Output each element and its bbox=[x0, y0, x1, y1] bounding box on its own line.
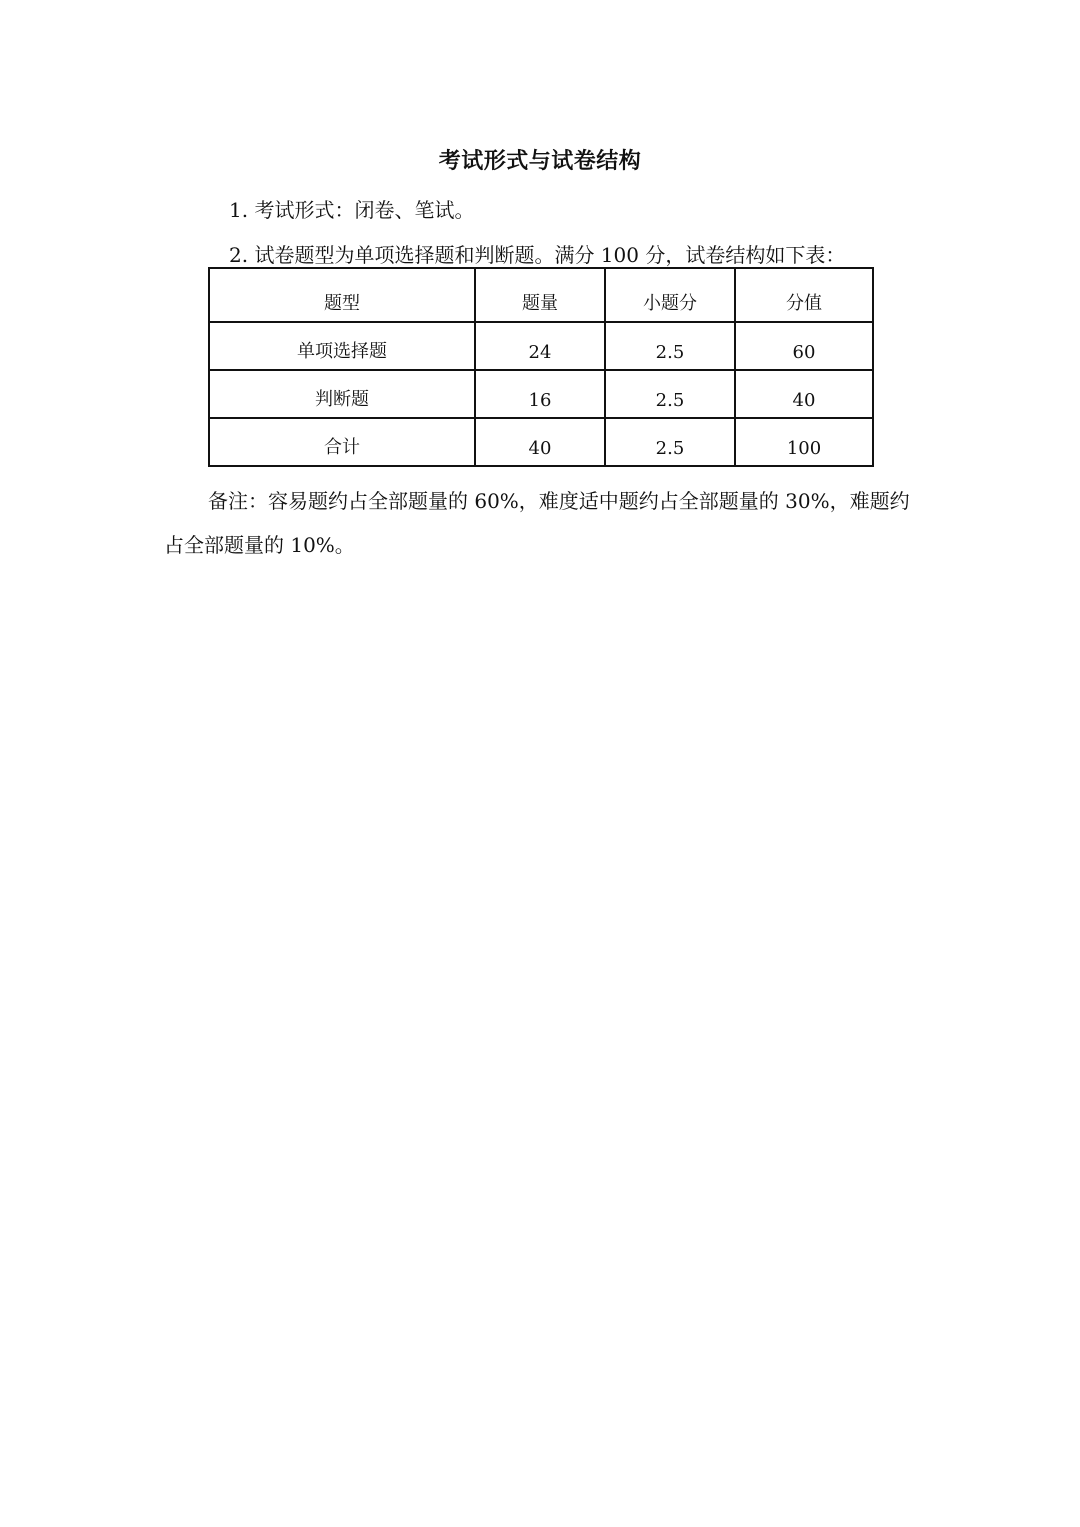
table-cell: 40 bbox=[735, 370, 873, 418]
exam-structure-paragraph: 2. 试卷题型为单项选择题和判断题。满分 100 分，试卷结构如下表： bbox=[229, 243, 846, 267]
table-cell: 100 bbox=[735, 418, 873, 466]
table-row bbox=[209, 322, 873, 370]
table-cell: 16 bbox=[475, 370, 605, 418]
exam-format-paragraph: 1. 考试形式：闭卷、笔试。 bbox=[229, 198, 475, 222]
header-cell-total-score: 分值 bbox=[735, 268, 873, 322]
note-paragraph: 备注：容易题约占全部题量的 60%，难度适中题约占全部题量的 30%，难题约占全部题量的 10%。 bbox=[164, 489, 910, 557]
header-cell-item-score: 小题分 bbox=[605, 268, 735, 322]
table-cell: 2.5 bbox=[605, 370, 735, 418]
table-cell: 判断题 bbox=[209, 370, 475, 418]
header-cell-count: 题量 bbox=[475, 268, 605, 322]
document-title: 考试形式与试卷结构 bbox=[438, 149, 642, 174]
table-cell: 2.5 bbox=[605, 418, 735, 466]
exam-structure-table bbox=[208, 267, 874, 467]
table-row bbox=[209, 370, 873, 418]
table-cell: 2.5 bbox=[605, 322, 735, 370]
table-cell: 合计 bbox=[209, 418, 475, 466]
table-row bbox=[209, 418, 873, 466]
header-cell-type: 题型 bbox=[209, 268, 475, 322]
table-cell: 单项选择题 bbox=[209, 322, 475, 370]
table-header-row bbox=[209, 268, 873, 322]
table-cell: 40 bbox=[475, 418, 605, 466]
table-cell: 60 bbox=[735, 322, 873, 370]
table-cell: 24 bbox=[475, 322, 605, 370]
